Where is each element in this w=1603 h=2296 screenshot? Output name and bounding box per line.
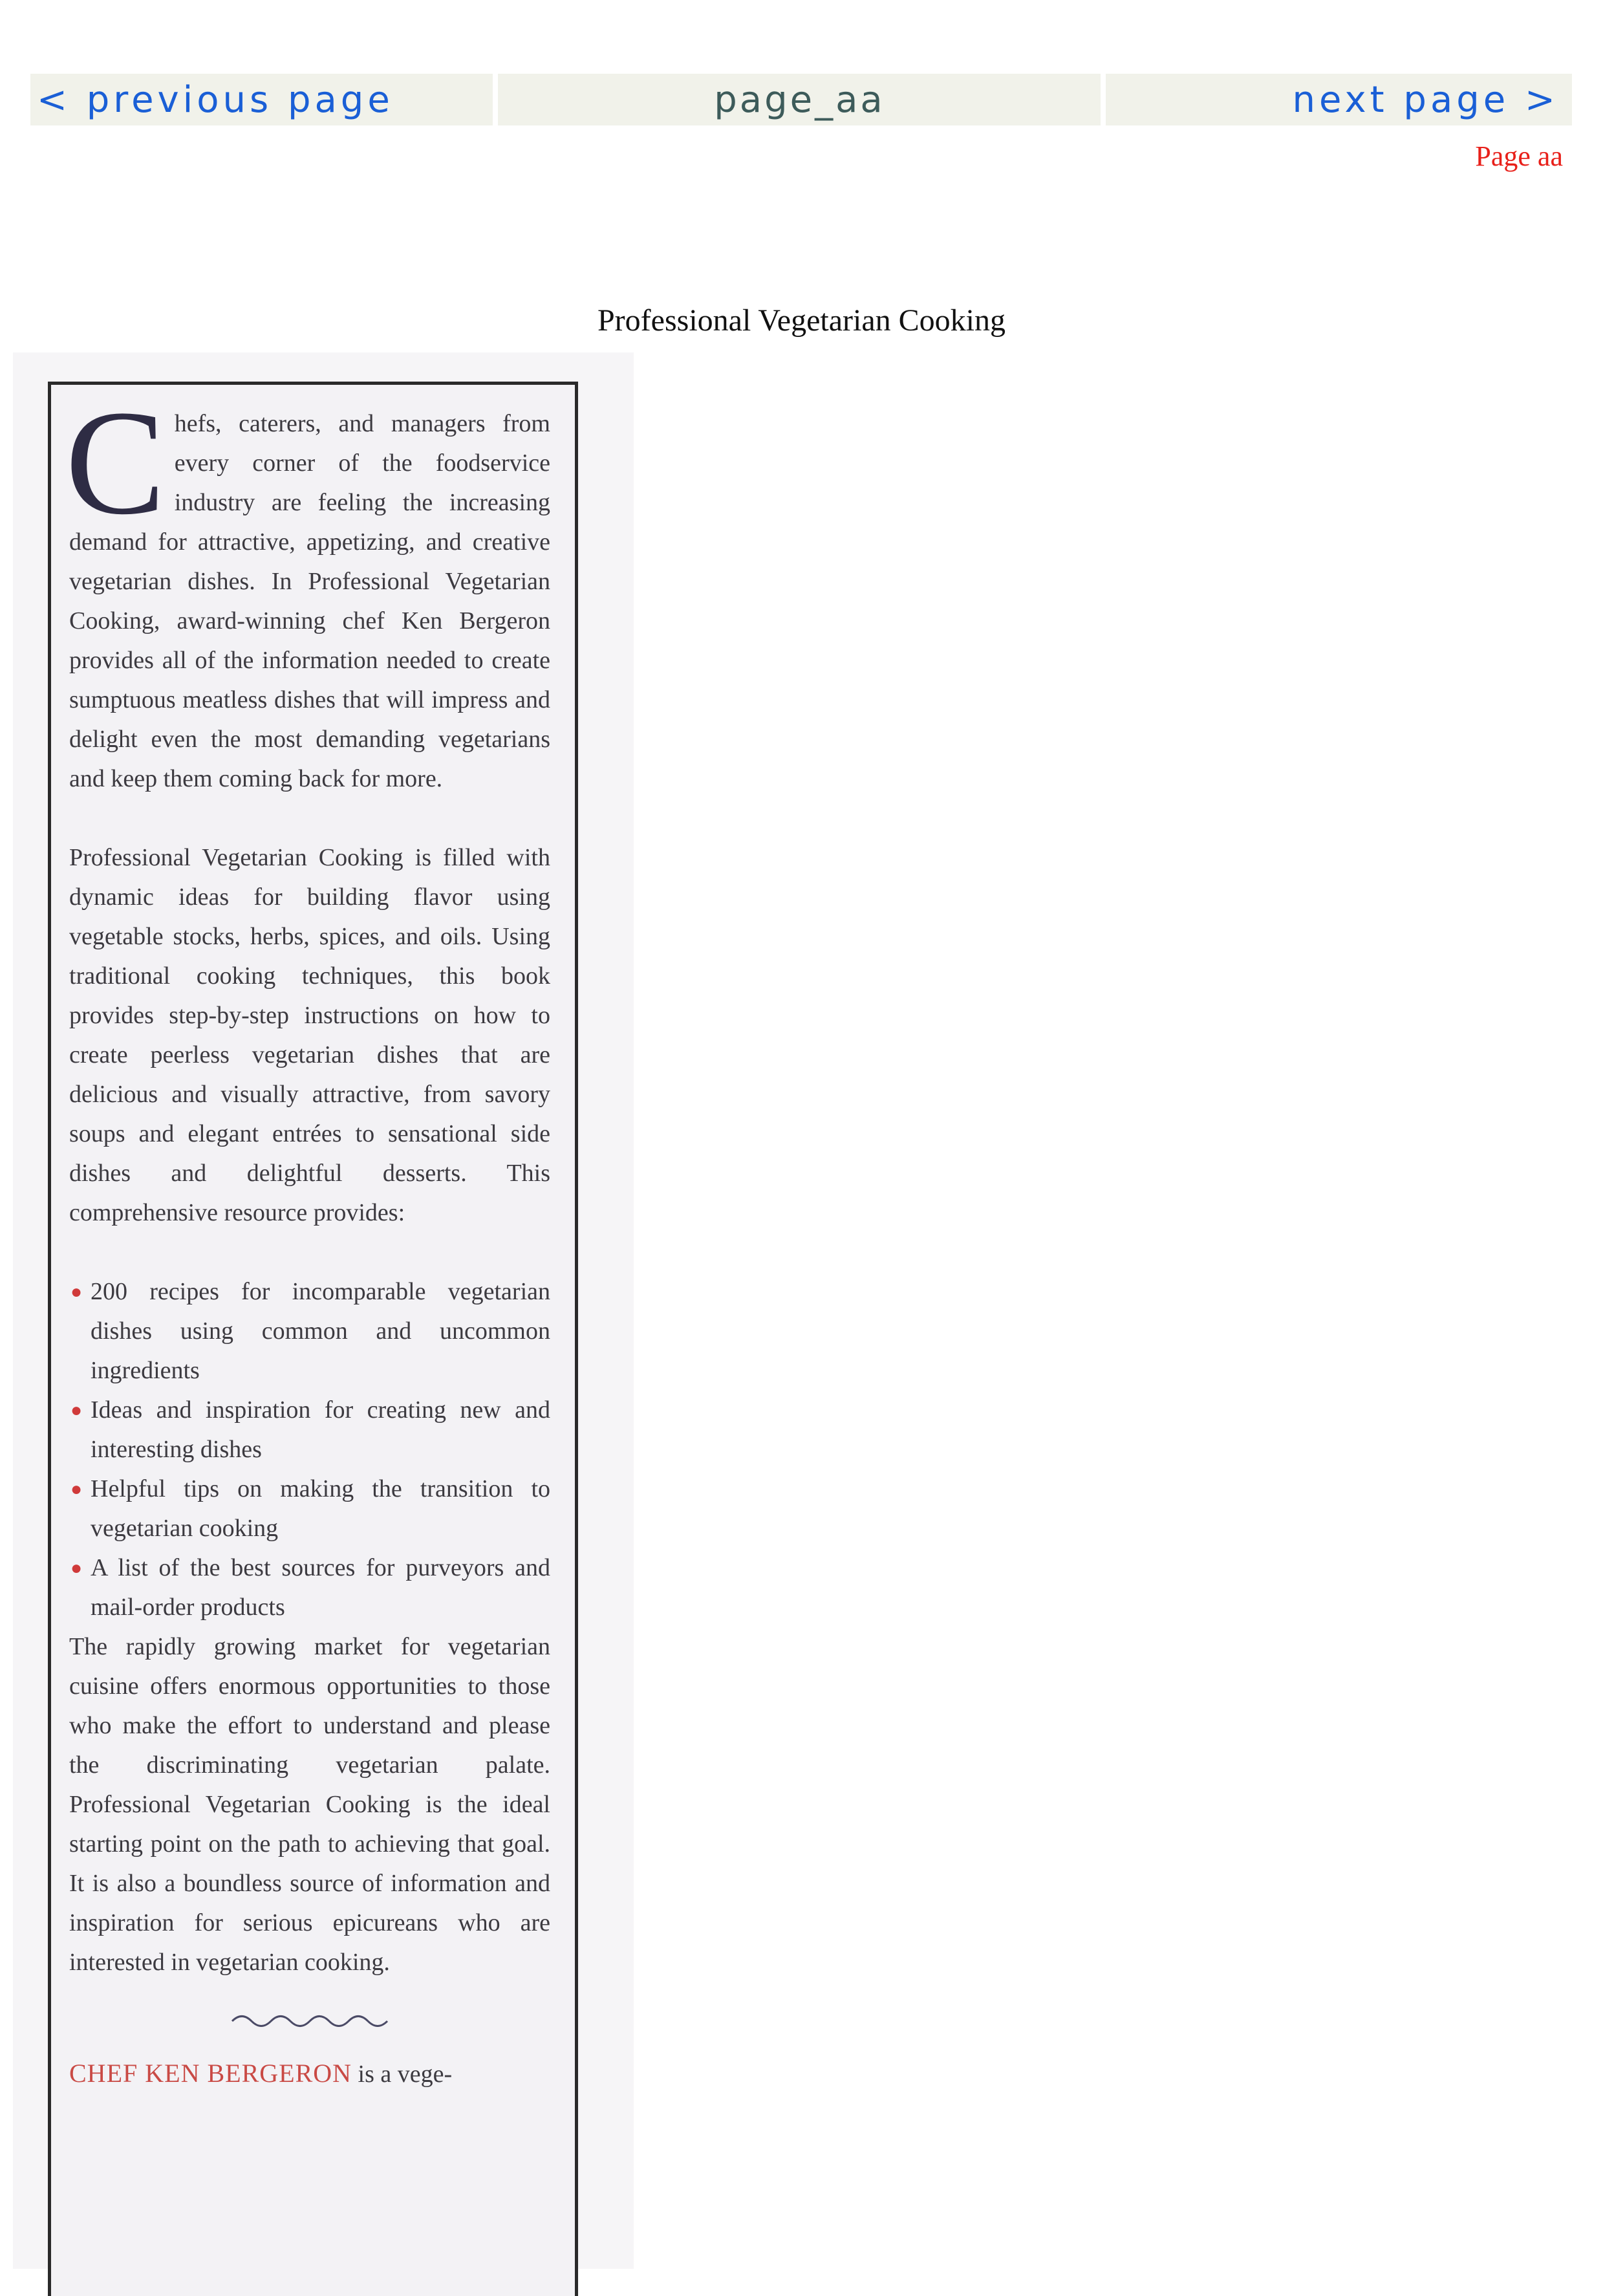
next-page-link[interactable]: next page > xyxy=(1106,74,1572,125)
previous-page-link[interactable]: < previous page xyxy=(30,74,493,125)
description-paragraph: Professional Vegetarian Cooking is filled with dynamic ideas for building flavor using vegetable stocks, herbs, spices, and oils. Using traditional cooking techniques, this book provides step-by-step instructions on how to create peerless vegetarian dishes that are delicious and visually attractive, from savory soups and elegant entrées to sensational side dishes and delightful desserts. This comprehensive resource provides: xyxy=(69,844,550,1226)
author-name: CHEF KEN BERGERON xyxy=(69,2059,352,2088)
book-jacket-text xyxy=(48,382,578,2296)
wave-ornament-icon xyxy=(226,2008,394,2034)
bullet-icon: ● xyxy=(70,1281,83,1303)
intro-text: hefs, caterers, and managers from every corner of the foodservice industry are feeling the increasing demand for attractive, appetizing, and creative vegetarian dishes. In Professional Vegetarian Cooking, award-winning chef Ken Bergeron provides all of the information needed to create sumptuous meatless dishes that will impress and delight even the most demanding vegetarians and keep them coming back for more. xyxy=(69,410,550,792)
author-text: is a vege- xyxy=(358,2061,453,2088)
author-paragraph xyxy=(69,2053,550,2094)
list-item xyxy=(69,1391,550,1469)
list-item-text: Ideas and inspiration for creating new and interesting dishes xyxy=(91,1396,550,1463)
document-title: Professional Vegetarian Cooking xyxy=(597,303,1006,338)
book-cover-image xyxy=(13,352,634,2269)
bullet-icon: ● xyxy=(70,1400,83,1421)
bullet-icon: ● xyxy=(70,1478,83,1500)
page-navigation xyxy=(30,74,1572,125)
list-item xyxy=(69,1272,550,1391)
list-item xyxy=(69,1548,550,1627)
closing-paragraph: The rapidly growing market for vegetarian cuisine offers enormous opportunities to those who make the effort to understand and please the discriminating vegetarian palate. Professional Vegetarian Cooking is the ideal starting point on the path to achieving that goal. It is also a boundless source of information and inspiration for serious epicureans who are interested in vegetarian cooking. xyxy=(69,1633,550,1976)
bullet-icon: ● xyxy=(70,1557,83,1579)
list-item xyxy=(69,1469,550,1548)
current-page-indicator: page_aa xyxy=(498,74,1101,125)
list-item-text: Helpful tips on making the transition to vegetarian cooking xyxy=(91,1475,550,1542)
page-number-label: Page aa xyxy=(1475,140,1563,172)
drop-cap: C xyxy=(65,380,166,546)
list-item-text: A list of the best sources for purveyors and mail-order products xyxy=(91,1554,550,1621)
intro-paragraph xyxy=(65,380,550,799)
feature-list xyxy=(69,1272,550,1627)
list-item-text: 200 recipes for incomparable vegetarian dishes using common and uncommon ingredients xyxy=(91,1278,550,1384)
